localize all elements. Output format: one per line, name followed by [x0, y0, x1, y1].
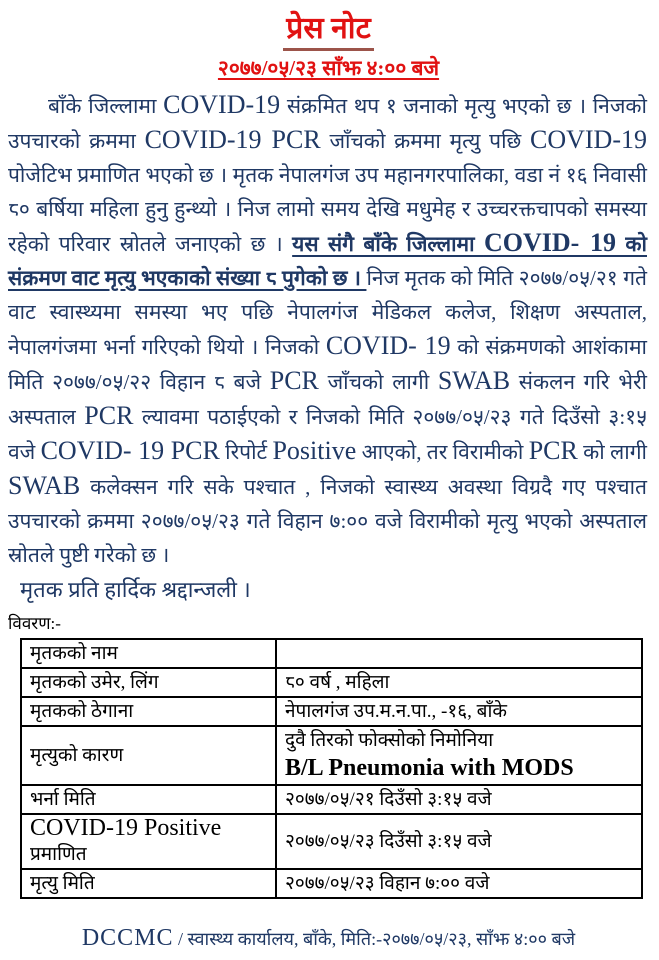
row-value: ८० वर्ष , महिला [276, 668, 642, 697]
details-table [20, 638, 643, 899]
devanagari-text-segment: निज मृतक को मिति २०७७/०५/२१ गते वाट स्वास्थ्यमा समस्या भए पछि नेपालगंज मेडिकल कलेज, शिक्षण अस्पताल, नेपालगंजमा भर्ना गरिएको थियो । निजको [8, 265, 647, 359]
row-label-english: COVID-19 Positive [30, 814, 222, 841]
row-label: भर्ना मिति [21, 785, 276, 814]
row-value [276, 726, 642, 785]
footer-line [8, 925, 649, 952]
details-label: विवरण:- [8, 613, 61, 633]
latin-text-segment: COVID- 19 [483, 227, 616, 257]
cause-english: B/L Pneumonia with MODS [285, 754, 574, 781]
latin-text-segment: COVID-19 [163, 89, 281, 119]
table-row-name [21, 639, 642, 668]
latin-text-segment: COVID- 19 [325, 330, 451, 360]
table-row-admission-date [21, 785, 642, 814]
cause-nepali: दुवै तिरको फोक्सोको निमोनिया [285, 729, 494, 751]
devanagari-text-segment: रिपोर्ट [219, 439, 273, 464]
devanagari-text-segment: यस संगै बाँके जिल्लामा [292, 231, 484, 256]
row-label [21, 814, 276, 869]
devanagari-text-segment: को संक्रमणको आशंकामा मिति २०७७/०५/२२ विहान ८ बजे [8, 334, 647, 394]
devanagari-text-segment: पोजेटिभ प्रमाणित भएको छ । मृतक नेपालगंज उप महानगरपालिका, वडा नं १६ निवासी ८० बर्षिया महिला हुनु हुन्थ्यो । निज लामो समय देखि मधुमेह र उच्चरक्तचापको समस्या रहेको परिवार स्रोतले जनाएको छ । [8, 162, 647, 256]
table-row-age-sex [21, 668, 642, 697]
latin-text-segment: COVID-19 PCR [144, 124, 321, 154]
footer-rest: / स्वास्थ्य कार्यालय, बाँके, मिति:-२०७७/०५/२३, साँझ ४:०० बजे [173, 928, 576, 949]
row-label-nepali: प्रमाणित [30, 843, 87, 865]
row-value: २०७७/०५/२३ विहान ७:०० वजे [276, 869, 642, 898]
row-value: २०७७/०५/२३ दिउँसो ३:१५ वजे [276, 814, 642, 869]
tribute-line: मृतक प्रति हार्दिक श्रद्दान्जली । [20, 576, 251, 602]
table-row-cause-of-death [21, 726, 642, 785]
body-paragraph [8, 88, 647, 572]
latin-text-segment: COVID-19 [529, 124, 647, 154]
latin-text-segment: PCR [84, 400, 134, 430]
devanagari-text-segment: बाँके जिल्लामा [48, 93, 164, 118]
latin-text-segment: SWAB [437, 365, 511, 395]
footer-org: DCCMC [81, 924, 174, 951]
page-title: प्रेस नोट [283, 12, 373, 51]
latin-text-segment: SWAB [8, 470, 81, 500]
header-datetime: २०७७/०५/२३ साँझ ४:०० बजे [217, 55, 440, 80]
row-value: २०७७/०५/२१ दिउँसो ३:१५ वजे [276, 785, 642, 814]
devanagari-text-segment: जाँचको क्रममा मृत्यु पछि [320, 128, 530, 153]
latin-text-segment: COVID- 19 PCR [40, 435, 220, 465]
devanagari-text-segment: आएको, तर विरामीको [356, 439, 529, 464]
row-label: मृत्युको कारण [21, 726, 276, 785]
datetime-row [8, 51, 649, 81]
title-row [8, 12, 649, 51]
devanagari-text-segment: संकलन गरि भेरी अस्पताल [8, 369, 647, 429]
row-label: मृतकको उमेर, लिंग [21, 668, 276, 697]
table-row-address [21, 697, 642, 726]
table-row-death-date [21, 869, 642, 898]
row-value: नेपालगंज उप.म.न.पा., -१६, बाँके [276, 697, 642, 726]
row-label: मृतकको नाम [21, 639, 276, 668]
devanagari-text-segment: कलेक्सन गरि सके पश्चात , निजको स्वास्थ्य अवस्था विग्रदै गए पश्चात उपचारको क्रममा २०७७/०५/२३ गते विहान ७:०० वजे विरामीको मृत्यु भएको अस्पताल स्रोतले पुष्टी गरेको छ । [8, 474, 647, 567]
devanagari-text-segment: संक्रमित थप १ जनाको मृत्यु भएको छ । निजको उपचारको क्रममा [8, 93, 647, 153]
row-label: मृत्यु मिति [21, 869, 276, 898]
devanagari-text-segment: जाँचको लागी [318, 369, 438, 394]
devanagari-text-segment: ल्यावमा पठाईएको र निजको मिति २०७७/०५/२३ गते दिउँसो ३:१५ वजे [8, 404, 647, 464]
row-label: मृतकको ठेगाना [21, 697, 276, 726]
row-value [276, 639, 642, 668]
devanagari-text-segment: को संक्रमण वाट मृत्यु भएकाको संख्या ८ पुगेको छ । [8, 231, 647, 290]
latin-text-segment: PCR [269, 365, 319, 395]
latin-text-segment: Positive [272, 435, 357, 465]
devanagari-text-segment: को लागी [577, 439, 647, 464]
table-row-positive-confirmed [21, 814, 642, 869]
latin-text-segment: PCR [528, 435, 578, 465]
